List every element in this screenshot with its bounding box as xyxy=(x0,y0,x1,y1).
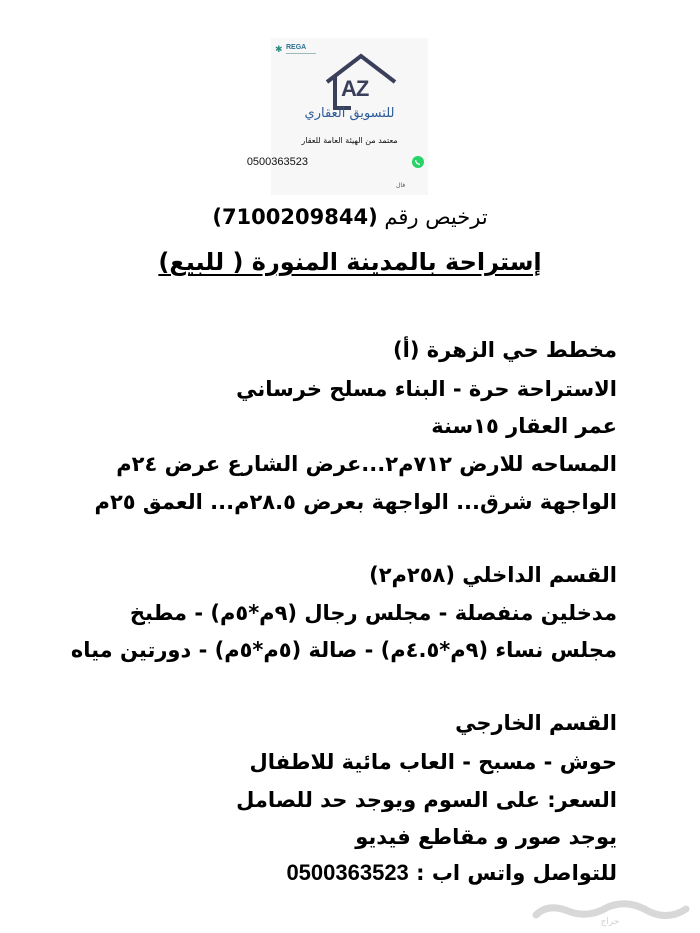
land-area: المساحه للارض ٧١٢م٢...عرض الشارع عرض ٢٤م xyxy=(116,452,617,476)
haraj-watermark xyxy=(528,895,693,927)
inner-rooms-1: مدخلين منفصلة - مجلس رجال (٩م*٥م) - مطبخ xyxy=(129,601,617,625)
rega-mark-icon: ✱ xyxy=(275,45,283,55)
license-line xyxy=(0,205,700,229)
license-prefix: ترخيص رقم xyxy=(384,205,488,229)
outer-features: حوش - مسبح - العاب مائية للاطفال xyxy=(249,750,617,774)
whatsapp-icon xyxy=(411,155,425,169)
logo-phone-number: 0500363523 xyxy=(246,156,308,168)
license-number: (7100209844) xyxy=(212,205,378,229)
contact-label: للتواصل واتس اب : xyxy=(416,861,617,885)
inner-section-heading: القسم الداخلي (٢٥٨م٢) xyxy=(369,563,617,587)
price-line: السعر: على السوم ويوجد حد للصامل xyxy=(236,788,617,812)
media-line: يوجد صور و مقاطع فيديو xyxy=(355,825,617,849)
contact-phone[interactable]: 0500363523 xyxy=(286,860,409,885)
property-age: عمر العقار ١٥سنة xyxy=(431,414,617,438)
brand-name: للتسويق العقاري xyxy=(304,106,395,121)
building-type: الاستراحة حرة - البناء مسلح خرساني xyxy=(236,377,617,401)
plan-name: مخطط حي الزهرة (أ) xyxy=(393,338,617,362)
rega-logo xyxy=(275,44,315,64)
outer-section-heading: القسم الخارجي xyxy=(455,711,617,735)
listing-title: إستراحة بالمدينة المنورة ( للبيع) xyxy=(158,248,542,276)
approval-text: معتمد من الهيئة العامة للعقار xyxy=(301,136,398,145)
inner-rooms-2: مجلس نساء (٩م*٤.٥م) - صالة (٥م*٥م) - دورتين مياه xyxy=(70,638,617,662)
az-logo-text: AZ xyxy=(341,76,369,101)
watermark-text: حراج xyxy=(600,917,620,927)
rega-text: REGA xyxy=(286,44,307,51)
frontage: الواجهة شرق... الواجهة بعرض ٢٨.٥م... العمق ٢٥م xyxy=(94,490,617,514)
rega-underline xyxy=(286,53,316,57)
logo-tiny-text: فال xyxy=(396,182,406,189)
logo-card xyxy=(246,38,428,195)
contact-line xyxy=(286,860,617,886)
